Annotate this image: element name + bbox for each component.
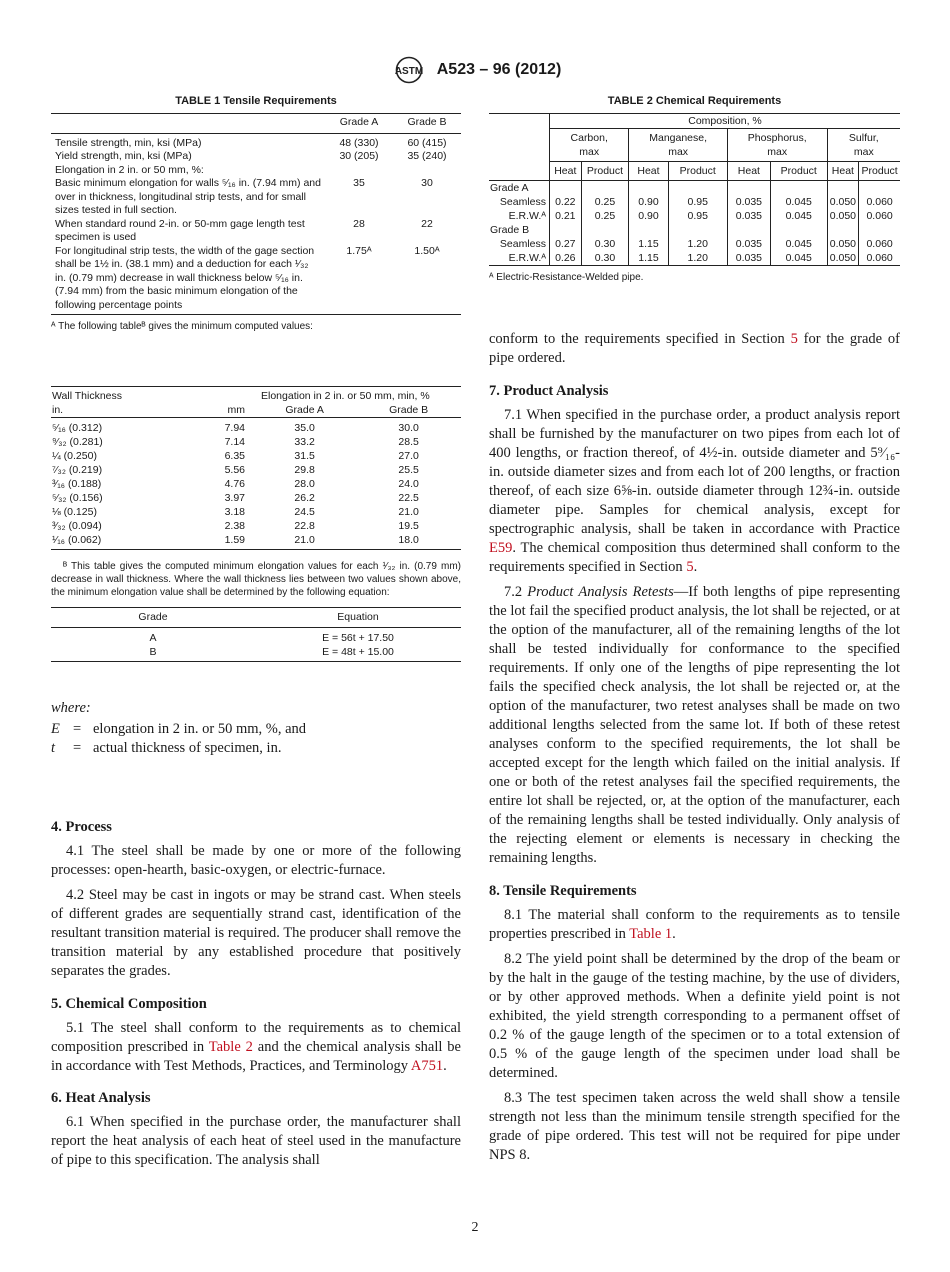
variable-equals: = bbox=[73, 721, 82, 737]
table2-value-cell: 0.25 bbox=[581, 195, 629, 209]
paragraph-text: . bbox=[672, 926, 676, 942]
table2-value-cell: 0.045 bbox=[770, 209, 827, 223]
table2-empty-cell bbox=[859, 181, 900, 196]
table2-corner-cell bbox=[489, 114, 550, 129]
table2-empty-cell bbox=[668, 181, 727, 196]
wall-thickness-cell: 26.2 bbox=[294, 492, 315, 504]
table-row bbox=[489, 209, 900, 223]
table-row bbox=[51, 533, 461, 550]
wall-thickness-cell: 7.94 bbox=[224, 422, 245, 434]
paragraph-8-1 bbox=[489, 906, 900, 944]
table2-value-cell: 0.26 bbox=[550, 251, 582, 266]
wall-thickness-cell: 3.18 bbox=[224, 506, 245, 518]
paragraph-6-1-continued bbox=[489, 330, 900, 368]
table1-cell: Yield strength, min, ksi (MPa) bbox=[55, 150, 192, 162]
table1-cell: 30 (205) bbox=[339, 150, 379, 162]
paragraph-7-2 bbox=[489, 583, 900, 868]
table2-sub-header: Product bbox=[581, 162, 629, 181]
table-row bbox=[51, 177, 461, 218]
wall-thickness-cell: 21.0 bbox=[398, 506, 419, 518]
wall-thickness-cell: 24.5 bbox=[294, 506, 315, 518]
table2-value-cell: 0.035 bbox=[727, 237, 770, 251]
wall-thickness-cell: 2.38 bbox=[224, 520, 245, 532]
table1-link[interactable]: Table 1 bbox=[629, 926, 673, 942]
wall-thickness-cell: 18.0 bbox=[356, 533, 461, 550]
table2-value-cell: 0.060 bbox=[859, 195, 900, 209]
paragraph-8-3: 8.3 The test specimen taken across the weld shall show a tensile strength not less than the minimum tensile strength specified for the grade of pipe ordered. This test will not be required for pipe under NPS 8. bbox=[489, 1090, 900, 1163]
page-number: 2 bbox=[471, 1220, 479, 1235]
wall-thickness-cell: 24.0 bbox=[398, 478, 419, 490]
wall-thickness-cell: 6.35 bbox=[224, 450, 245, 462]
table-row bbox=[51, 150, 461, 164]
table2-value-cell: 0.060 bbox=[859, 237, 900, 251]
table1 bbox=[51, 113, 461, 315]
wall-thickness-cell: ⁵⁄₁₆ (0.312) bbox=[52, 422, 103, 434]
wall-thickness-block bbox=[51, 386, 461, 662]
table2-value-cell: 0.95 bbox=[668, 195, 727, 209]
table1-header-cell bbox=[51, 114, 325, 134]
e59-link[interactable]: E59 bbox=[489, 540, 513, 556]
table1-cell: 1.50ᴬ bbox=[393, 245, 461, 315]
table2-corner-cell bbox=[489, 162, 550, 181]
table2-value-cell: 0.21 bbox=[550, 209, 582, 223]
table-row bbox=[51, 628, 461, 646]
table1-cell: 22 bbox=[421, 217, 433, 230]
wall-thickness-cell: 28.5 bbox=[398, 436, 419, 448]
wall-thickness-cell: 4.76 bbox=[224, 478, 245, 490]
left-body bbox=[51, 818, 461, 1170]
wall-header-cell: mm bbox=[189, 403, 253, 418]
table2-element-header: Phosphorus, max bbox=[727, 129, 827, 162]
table-row bbox=[51, 645, 461, 662]
a751-link[interactable]: A751 bbox=[410, 1058, 444, 1074]
wall-thickness-cell: 30.0 bbox=[398, 422, 419, 434]
variable-definition: actual thickness of specimen, in. bbox=[93, 740, 282, 756]
table1-header-cell: Grade B bbox=[393, 114, 461, 134]
table1-cell: 1.75ᴬ bbox=[325, 245, 393, 315]
paragraph-text: . bbox=[443, 1058, 447, 1074]
table1-cell: Basic minimum elongation for walls ⁵⁄₁₆ in. (7.94 mm) and over in thickness, longitudinal strip tests, and for small sizes tested in full section. bbox=[55, 177, 321, 216]
table2-empty-cell bbox=[581, 223, 629, 237]
table2-empty-cell bbox=[727, 181, 770, 196]
paragraph-text: 7.1 When specified in the purchase order, a product analysis report shall be furnished by the manufacturer on two pipes from each lot of 400 lengths, or fraction thereof, of 4½-in. outside diameter and 5⁹⁄₁₆-in. outside diameter sizes and from each lot of 200 lengths, or fraction thereof, of each size 6⅝-in. outside diameter through 12¾-in. outside diameter pipe. Samples for chemical analysis, except for spectrographic analysis, shall be taken in accordance with Practice bbox=[489, 407, 900, 537]
wall-thickness-cell: ³⁄₁₆ (0.188) bbox=[52, 478, 102, 490]
paragraph-text: for the grade of pipe ordered. bbox=[489, 331, 900, 366]
paragraph-text: 7.2 bbox=[504, 584, 528, 600]
table-row bbox=[51, 477, 461, 491]
table1-cell: 30 bbox=[421, 177, 433, 189]
table-row bbox=[51, 463, 461, 477]
paragraph-text: conform to the requirements specified in Section bbox=[489, 331, 791, 347]
section-5-link[interactable]: 5 bbox=[790, 331, 798, 347]
equation-header-cell: Equation bbox=[255, 608, 461, 628]
paragraph-text: 8.1 The material shall conform to the requirements as to tensile properties prescribed in bbox=[489, 907, 900, 942]
table2-sub-header: Heat bbox=[550, 162, 582, 181]
table2-value-cell: 0.30 bbox=[581, 237, 629, 251]
table2-value-cell: 0.060 bbox=[859, 209, 900, 223]
section-7-title: 7. Product Analysis bbox=[489, 383, 609, 399]
table2-element-header: Manganese, max bbox=[629, 129, 728, 162]
table1-block bbox=[51, 95, 461, 333]
table-row bbox=[489, 114, 900, 129]
wall-thickness-cell: 33.2 bbox=[294, 436, 315, 448]
paragraph-text: . The chemical composition thus determined shall conform to the requirements specified in Section bbox=[489, 540, 900, 575]
table2-value-cell: 0.035 bbox=[727, 251, 770, 266]
table-row bbox=[51, 164, 461, 178]
table1-cell: Tensile strength, min, ksi (MPa) bbox=[55, 136, 202, 149]
table-row bbox=[489, 129, 900, 162]
table2-value-cell: 0.045 bbox=[770, 195, 827, 209]
table-row bbox=[489, 237, 900, 251]
wall-thickness-cell: ¼ (0.250) bbox=[52, 450, 97, 462]
table2-grade-label: Grade B bbox=[489, 223, 550, 237]
svg-text:ASTM: ASTM bbox=[394, 66, 423, 77]
table2-value-cell: 0.30 bbox=[581, 251, 629, 266]
equation-header-cell: Grade bbox=[51, 608, 255, 628]
table2-empty-cell bbox=[827, 223, 859, 237]
table2-value-cell: 1.15 bbox=[629, 251, 668, 266]
table2-body bbox=[489, 181, 900, 266]
wall-thickness-cell: ⁷⁄₃₂ (0.219) bbox=[52, 464, 103, 476]
wall-thickness-cell: 3.97 bbox=[224, 492, 245, 504]
astm-logo-icon bbox=[389, 56, 429, 84]
table2-value-cell: 0.050 bbox=[827, 209, 859, 223]
table2-value-cell: 0.045 bbox=[770, 237, 827, 251]
wall-header-cell: Wall Thickness bbox=[51, 387, 253, 404]
table1-cell: 35 (240) bbox=[407, 150, 447, 162]
variable-symbol: E bbox=[51, 721, 60, 737]
equation-table bbox=[51, 607, 461, 662]
table2-grade-label: Grade A bbox=[489, 181, 550, 196]
table2-value-cell: 0.060 bbox=[859, 251, 900, 266]
table1-header-row bbox=[51, 114, 461, 134]
table-row bbox=[51, 418, 461, 436]
paragraph-8-2: 8.2 The yield point shall be determined by the drop of the beam or by the halt in the gauge of the testing machine, by the use of dividers, or by other approved methods. When a definite yield point is not exhibited, the yield strength corresponding to a permanent offset of 0.2 % of the gauge length of the specimen or to a total extension of 0.5 % of the gauge length of the specimen under load shall be determined. bbox=[489, 951, 900, 1081]
table2-value-cell: 1.15 bbox=[629, 237, 668, 251]
section-5-title: 5. Chemical Composition bbox=[51, 996, 207, 1012]
document-designation: A523 – 96 (2012) bbox=[436, 61, 562, 78]
wall-thickness-cell: ⁵⁄₃₂ (0.156) bbox=[52, 492, 103, 504]
table-row bbox=[51, 403, 461, 418]
paragraph-7-1 bbox=[489, 406, 900, 577]
table2-sub-header: Heat bbox=[727, 162, 770, 181]
paragraph-4-1: 4.1 The steel shall be made by one or more of the following processes: open-hearth, basic-oxygen, or electric-furnace. bbox=[51, 843, 461, 878]
table2-empty-cell bbox=[581, 181, 629, 196]
wall-thickness-cell: ⁹⁄₃₂ (0.281) bbox=[52, 436, 103, 448]
table1-header-cell: Grade A bbox=[325, 114, 393, 134]
wall-thickness-cell: 35.0 bbox=[294, 422, 315, 434]
table1-cell: 48 (330) bbox=[339, 136, 379, 149]
wall-thickness-cell: 22.5 bbox=[398, 492, 419, 504]
where-variable-e bbox=[51, 720, 461, 739]
table2-empty-cell bbox=[770, 181, 827, 196]
wall-thickness-table bbox=[51, 386, 461, 550]
equation-cell: A bbox=[149, 632, 157, 644]
table2-value-cell: 0.035 bbox=[727, 195, 770, 209]
wall-thickness-cell: ¹⁄₁₆ (0.062) bbox=[51, 533, 189, 550]
table2-empty-cell bbox=[859, 223, 900, 237]
wall-thickness-cell: 7.14 bbox=[224, 436, 245, 448]
where-label: where: bbox=[51, 700, 91, 716]
table-row bbox=[51, 218, 461, 245]
wall-thickness-cell: 25.5 bbox=[398, 464, 419, 476]
table2-empty-cell bbox=[770, 223, 827, 237]
variable-definition: elongation in 2 in. or 50 mm, %, and bbox=[93, 721, 307, 737]
wall-thickness-cell: 21.0 bbox=[253, 533, 356, 550]
table2-empty-cell bbox=[668, 223, 727, 237]
wall-header-cell: in. bbox=[51, 403, 189, 418]
table2-link[interactable]: Table 2 bbox=[208, 1039, 253, 1055]
table1-footnote-a: ᴬ The following tableᴮ gives the minimum computed values: bbox=[51, 321, 313, 332]
paragraph-6-1: 6.1 When specified in the purchase order, the manufacturer shall report the heat analysis of each heat of steel used in the manufacture of pipe to this specification. The analysis shall bbox=[51, 1114, 461, 1168]
table2-pipe-type: Seamless bbox=[489, 237, 550, 251]
wall-thickness-cell: 22.8 bbox=[294, 520, 315, 532]
table2-empty-cell bbox=[629, 223, 668, 237]
table2-value-cell: 0.22 bbox=[550, 195, 582, 209]
table2-element-header: Sulfur, max bbox=[827, 129, 900, 162]
table-row bbox=[51, 491, 461, 505]
section-4-title: 4. Process bbox=[51, 819, 112, 835]
equation-cell: E = 48t + 15.00 bbox=[255, 645, 461, 662]
equation-cell: B bbox=[51, 645, 255, 662]
wall-header-cell: Grade A bbox=[253, 403, 356, 418]
table1-cell bbox=[393, 164, 461, 178]
table2-empty-cell bbox=[827, 181, 859, 196]
table2-empty-cell bbox=[727, 223, 770, 237]
wall-thickness-rows bbox=[51, 418, 461, 550]
page-header bbox=[0, 56, 950, 86]
equation-cell: E = 56t + 17.50 bbox=[322, 632, 394, 644]
table-row bbox=[489, 195, 900, 209]
paragraph-text: 5.1 The steel shall conform to the requirements as to chemical composition prescribed in bbox=[51, 1020, 461, 1055]
wall-thickness-cell: 31.5 bbox=[294, 450, 315, 462]
table2-value-cell: 0.050 bbox=[827, 251, 859, 266]
table2-value-cell: 0.27 bbox=[550, 237, 582, 251]
table-row bbox=[51, 435, 461, 449]
table2 bbox=[489, 113, 900, 266]
table2-value-cell: 0.90 bbox=[629, 209, 668, 223]
wall-thickness-cell: 1.59 bbox=[189, 533, 253, 550]
table2-sub-header: Product bbox=[668, 162, 727, 181]
section-5-link[interactable]: 5 bbox=[686, 559, 694, 575]
where-block bbox=[51, 700, 461, 758]
table1-caption: TABLE 1 Tensile Requirements bbox=[175, 95, 337, 107]
table-row bbox=[51, 608, 461, 628]
wall-thickness-cell: 27.0 bbox=[398, 450, 419, 462]
wall-thickness-cell: ³⁄₃₂ (0.094) bbox=[52, 520, 102, 532]
table-row bbox=[51, 519, 461, 533]
table-row bbox=[489, 251, 900, 266]
paragraph-italic-heading: Product Analysis Retests bbox=[527, 584, 674, 600]
wall-footnote-b: ᴮ This table gives the computed minimum elongation values for each ¹⁄₃₂ in. (0.79 mm) decrease in wall thickness. Where the wall thickness lies between two values shown above, the minimum elongation value shall be determined by the following equation: bbox=[51, 561, 461, 598]
table-row bbox=[51, 387, 461, 404]
table2-value-cell: 1.20 bbox=[668, 237, 727, 251]
table-row bbox=[51, 449, 461, 463]
table2-footnote: ᴬ Electric-Resistance-Welded pipe. bbox=[489, 272, 644, 283]
paragraph-text: . bbox=[693, 559, 698, 575]
table1-cell: For longitudinal strip tests, the width of the gage section shall be 1½ in. (38.1 mm) and a deduction for each ¹⁄₃₂ in. (0.79 mm) decrease in wall thickness below ⁵⁄₁₆ in. (7.94 mm) from the basic minimum elongation of the following percentage points bbox=[51, 245, 325, 315]
table1-cell: Elongation in 2 in. or 50 mm, %: bbox=[55, 163, 204, 176]
table-row bbox=[489, 223, 900, 237]
table1-cell bbox=[325, 164, 393, 178]
wall-thickness-cell: 29.8 bbox=[294, 464, 315, 476]
paragraph-text: —If both lengths of pipe representing the lot fail the specified product analysis, the lot shall be rejected, or at the option of the manufacturer, all of the remaining lengths of the lot shall be tested individually for conformance to the specified requirements. If only one of the lengths of pipe representing the lot fails the specified check analysis, the lot shall be rejected or, at the option of the manufacturer, two retest analyses shall be made on two additional lengths selected from the same lot. If both of these retest analyses conform to the specified requirements, the lot shall be accepted except for the length which failed on the initial analysis. If one or both of the retest analyses fail the specified requirements, the entire lot shall be rejected, or, at the option of the manufacturer, each of the remaining lengths shall be tested individually. Only analysis of the rejecting element or elements is necessary in checking the remaining lengths. bbox=[489, 584, 901, 866]
table2-value-cell: 1.20 bbox=[668, 251, 727, 266]
table2-value-cell: 0.050 bbox=[827, 237, 859, 251]
table2-element-header: Carbon, max bbox=[550, 129, 629, 162]
paragraph-text: and the chemical analysis shall be in accordance with Test Methods, Practices, and Terminology bbox=[51, 1039, 461, 1074]
where-variable-t bbox=[51, 739, 461, 758]
table2-pipe-type: E.R.W.ᴬ bbox=[489, 251, 550, 266]
table2-sub-header: Heat bbox=[827, 162, 859, 181]
table1-cell: 35 bbox=[353, 177, 365, 189]
table2-empty-cell bbox=[550, 223, 582, 237]
section-6-title: 6. Heat Analysis bbox=[51, 1090, 151, 1106]
table1-cell: When standard round 2-in. or 50-mm gage length test specimen is used bbox=[55, 217, 305, 243]
table2-value-cell: 0.90 bbox=[629, 195, 668, 209]
variable-symbol: t bbox=[51, 740, 56, 756]
variable-equals: = bbox=[73, 740, 82, 756]
section-8-title: 8. Tensile Requirements bbox=[489, 883, 637, 899]
table-row bbox=[51, 245, 461, 315]
table2-value-cell: 0.035 bbox=[727, 209, 770, 223]
table2-value-cell: 0.045 bbox=[770, 251, 827, 266]
table2-sub-header: Product bbox=[770, 162, 827, 181]
table-row bbox=[51, 505, 461, 519]
table2-corner-cell bbox=[489, 129, 550, 162]
table2-block bbox=[489, 95, 900, 284]
table2-value-cell: 0.25 bbox=[581, 209, 629, 223]
table2-empty-cell bbox=[629, 181, 668, 196]
table2-sub-header: Heat bbox=[629, 162, 668, 181]
table2-pipe-type: Seamless bbox=[489, 195, 550, 209]
table-row bbox=[489, 181, 900, 196]
table1-cell: 28 bbox=[353, 217, 365, 230]
table-row bbox=[51, 133, 461, 150]
table2-pipe-type: E.R.W.ᴬ bbox=[489, 209, 550, 223]
table2-composition-header: Composition, % bbox=[550, 114, 901, 129]
wall-thickness-cell: 28.0 bbox=[294, 478, 315, 490]
wall-header-cell: Elongation in 2 in. or 50 mm, min, % bbox=[253, 387, 461, 404]
paragraph-5-1 bbox=[51, 1019, 461, 1076]
wall-thickness-cell: 19.5 bbox=[398, 520, 419, 532]
paragraph-4-2: 4.2 Steel may be cast in ingots or may be strand cast. When steels of different grades are sequentially strand cast, identification of the resultant transition material is required. The producer shall remove the transition material by any established procedure that positively separates the grades. bbox=[51, 887, 461, 979]
table2-sub-header: Product bbox=[859, 162, 900, 181]
table2-empty-cell bbox=[550, 181, 582, 196]
wall-thickness-cell: ⅛ (0.125) bbox=[52, 506, 97, 518]
wall-thickness-cell: 5.56 bbox=[224, 464, 245, 476]
right-body bbox=[489, 330, 900, 1165]
table2-value-cell: 0.050 bbox=[827, 195, 859, 209]
table1-cell: 60 (415) bbox=[407, 136, 447, 149]
table2-caption: TABLE 2 Chemical Requirements bbox=[607, 95, 782, 107]
wall-header-cell: Grade B bbox=[356, 403, 461, 418]
table-row bbox=[489, 162, 900, 181]
table2-value-cell: 0.95 bbox=[668, 209, 727, 223]
